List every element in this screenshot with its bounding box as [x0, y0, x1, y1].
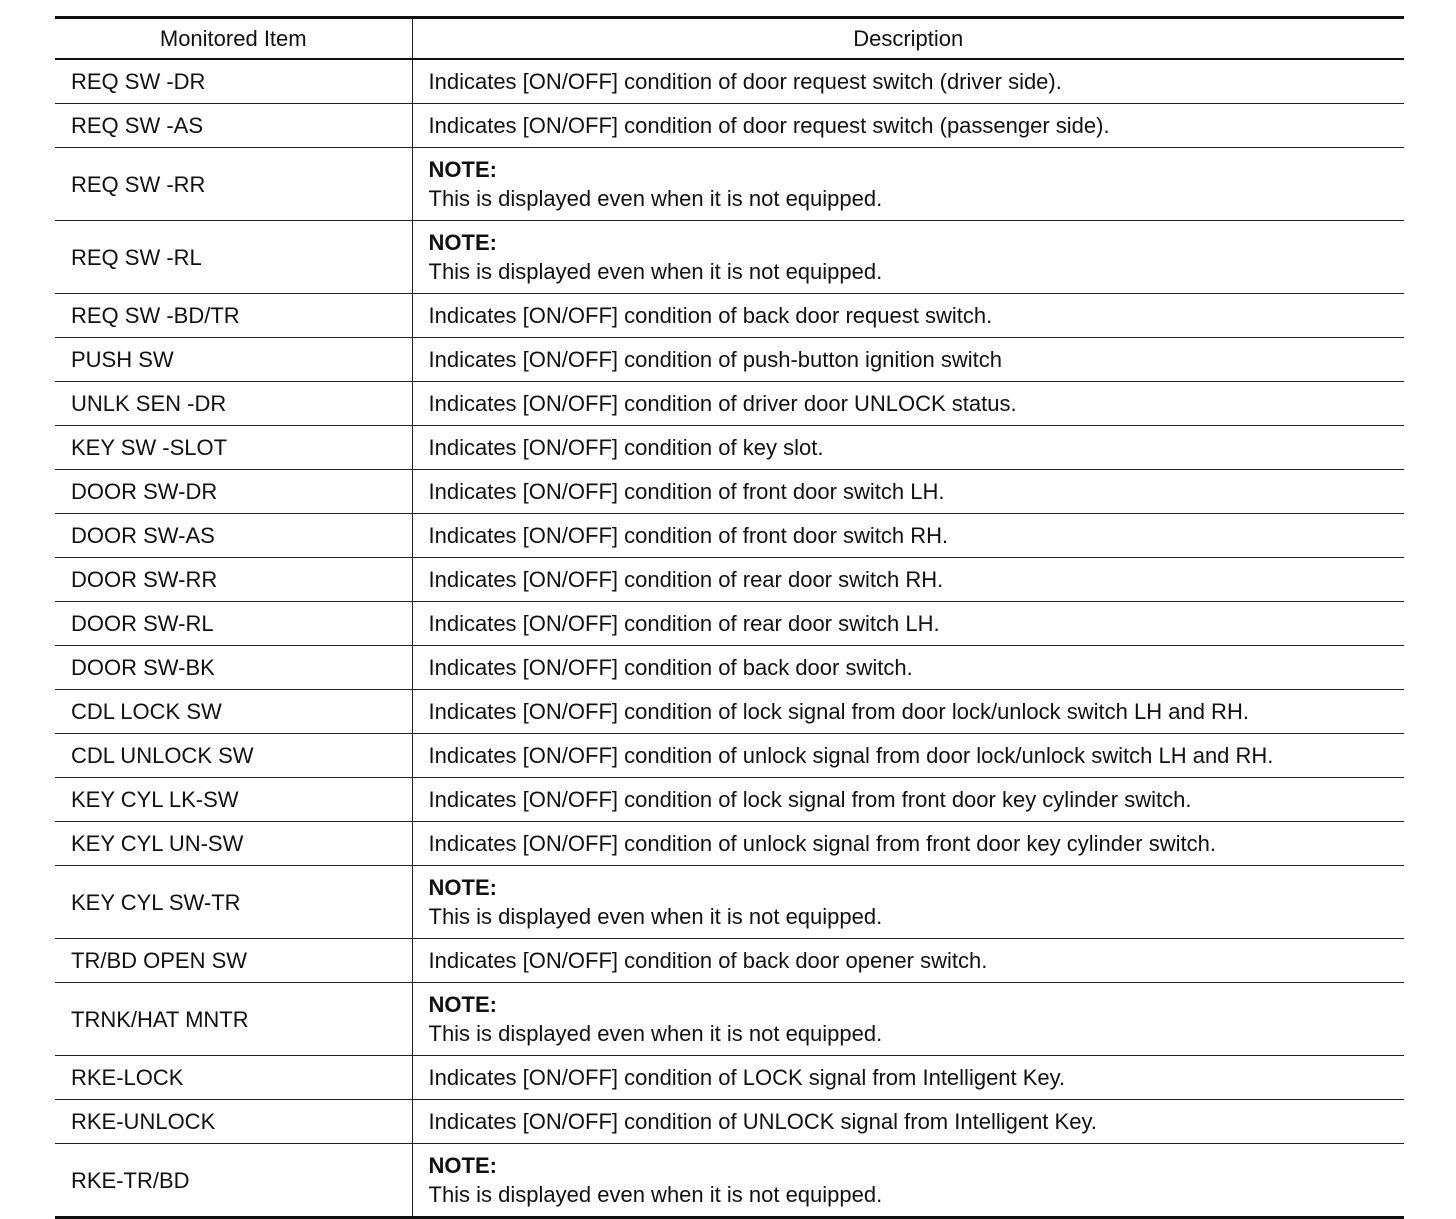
- monitored-item-cell: PUSH SW: [55, 338, 412, 382]
- description-cell: [412, 866, 1404, 939]
- note-text: This is displayed even when it is not equipped.: [428, 904, 883, 929]
- monitored-item-cell: DOOR SW-AS: [55, 514, 412, 558]
- monitored-item-cell: KEY CYL SW-TR: [55, 866, 412, 939]
- description-cell: Indicates [ON/OFF] condition of UNLOCK signal from Intelligent Key.: [412, 1100, 1404, 1144]
- description-cell: Indicates [ON/OFF] condition of rear door switch LH.: [412, 602, 1404, 646]
- table-row: [55, 1100, 1404, 1144]
- note-text: This is displayed even when it is not equipped.: [428, 1021, 883, 1046]
- note-label: NOTE:: [428, 875, 497, 900]
- note-label: NOTE:: [428, 230, 497, 255]
- header-monitored-item: Monitored Item: [55, 18, 412, 60]
- note-label: NOTE:: [428, 1153, 497, 1178]
- monitored-item-cell: TRNK/HAT MNTR: [55, 983, 412, 1056]
- description-cell: Indicates [ON/OFF] condition of back door opener switch.: [412, 939, 1404, 983]
- monitored-item-cell: REQ SW -RR: [55, 148, 412, 221]
- description-cell: Indicates [ON/OFF] condition of rear door switch RH.: [412, 558, 1404, 602]
- description-cell: [412, 148, 1404, 221]
- description-cell: Indicates [ON/OFF] condition of unlock signal from front door key cylinder switch.: [412, 822, 1404, 866]
- monitored-item-cell: REQ SW -BD/TR: [55, 294, 412, 338]
- table-body: [55, 59, 1404, 1218]
- table-row: [55, 338, 1404, 382]
- description-cell: [412, 221, 1404, 294]
- table-row: [55, 778, 1404, 822]
- monitored-item-cell: DOOR SW-BK: [55, 646, 412, 690]
- description-cell: Indicates [ON/OFF] condition of front door switch LH.: [412, 470, 1404, 514]
- monitored-item-cell: RKE-TR/BD: [55, 1144, 412, 1218]
- description-cell: Indicates [ON/OFF] condition of driver door UNLOCK status.: [412, 382, 1404, 426]
- note-label: NOTE:: [428, 157, 497, 182]
- description-cell: Indicates [ON/OFF] condition of back door request switch.: [412, 294, 1404, 338]
- table-row: [55, 939, 1404, 983]
- description-cell: Indicates [ON/OFF] condition of front door switch RH.: [412, 514, 1404, 558]
- monitored-item-cell: REQ SW -DR: [71, 69, 206, 94]
- description-cell: Indicates [ON/OFF] condition of unlock signal from door lock/unlock switch LH and RH.: [412, 734, 1404, 778]
- description-cell: Indicates [ON/OFF] condition of back door switch.: [412, 646, 1404, 690]
- table-row: [55, 148, 1404, 221]
- description-cell: [412, 1144, 1404, 1218]
- note-label: NOTE:: [428, 992, 497, 1017]
- monitored-item-cell: DOOR SW-RR: [55, 558, 412, 602]
- monitored-item-cell: KEY CYL UN-SW: [55, 822, 412, 866]
- table-row: [55, 558, 1404, 602]
- table-row: [55, 1056, 1404, 1100]
- description-cell: Indicates [ON/OFF] condition of push-button ignition switch: [412, 338, 1404, 382]
- monitored-item-cell: DOOR SW-DR: [55, 470, 412, 514]
- table-row: [55, 382, 1404, 426]
- table-row: [55, 1144, 1404, 1218]
- note-text: This is displayed even when it is not equipped.: [428, 1182, 883, 1207]
- table-row: [55, 983, 1404, 1056]
- note-text: This is displayed even when it is not equipped.: [428, 259, 883, 284]
- description-cell: Indicates [ON/OFF] condition of LOCK signal from Intelligent Key.: [412, 1056, 1404, 1100]
- note-text: This is displayed even when it is not equipped.: [428, 186, 883, 211]
- table-row: [55, 104, 1404, 148]
- monitored-item-cell: UNLK SEN -DR: [55, 382, 412, 426]
- monitored-item-cell: KEY SW -SLOT: [55, 426, 412, 470]
- monitored-item-cell: KEY CYL LK-SW: [55, 778, 412, 822]
- table-row: [55, 822, 1404, 866]
- table-row: [55, 646, 1404, 690]
- table-row: [55, 221, 1404, 294]
- description-cell: Indicates [ON/OFF] condition of door request switch (passenger side).: [412, 104, 1404, 148]
- monitored-item-cell: REQ SW -RL: [55, 221, 412, 294]
- table-row: [55, 866, 1404, 939]
- monitored-item-cell: REQ SW -AS: [55, 104, 412, 148]
- monitored-item-cell: TR/BD OPEN SW: [55, 939, 412, 983]
- table-row: [55, 514, 1404, 558]
- monitored-item-table: [55, 16, 1404, 1219]
- description-cell: Indicates [ON/OFF] condition of key slot.: [412, 426, 1404, 470]
- description-cell: Indicates [ON/OFF] condition of door request switch (driver side).: [412, 59, 1404, 104]
- header-description: Description: [412, 18, 1404, 60]
- description-cell: Indicates [ON/OFF] condition of lock signal from door lock/unlock switch LH and RH.: [412, 690, 1404, 734]
- description-cell: [412, 983, 1404, 1056]
- monitored-item-cell: RKE-UNLOCK: [55, 1100, 412, 1144]
- monitored-item-cell: CDL UNLOCK SW: [55, 734, 412, 778]
- table-row: [55, 602, 1404, 646]
- table-header-row: [55, 18, 1404, 60]
- table-row: [55, 426, 1404, 470]
- monitored-item-cell: DOOR SW-RL: [55, 602, 412, 646]
- table-row: [55, 690, 1404, 734]
- description-cell: Indicates [ON/OFF] condition of lock signal from front door key cylinder switch.: [412, 778, 1404, 822]
- table-row: [55, 470, 1404, 514]
- table-row: [55, 59, 1404, 104]
- monitored-item-cell: CDL LOCK SW: [55, 690, 412, 734]
- monitored-item-cell: RKE-LOCK: [55, 1056, 412, 1100]
- table-row: [55, 734, 1404, 778]
- table-row: [55, 294, 1404, 338]
